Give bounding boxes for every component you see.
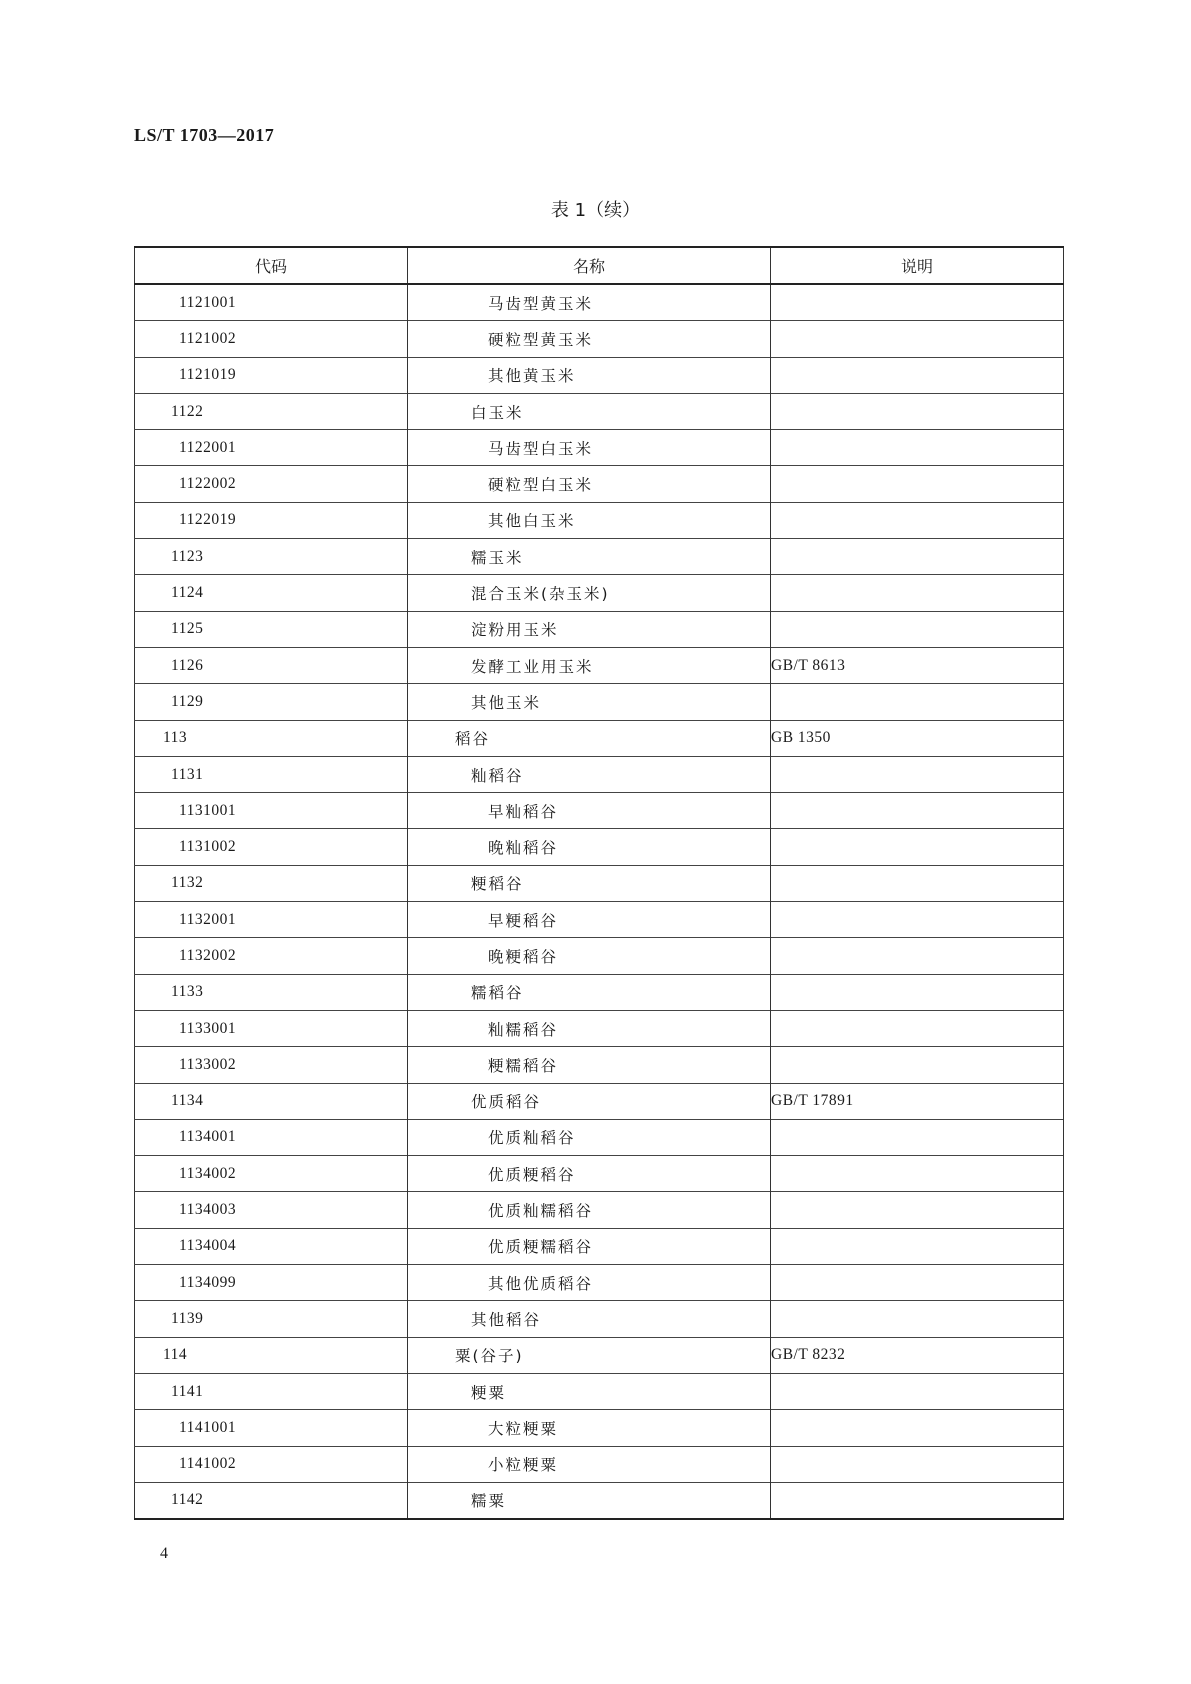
table-row — [135, 1373, 1064, 1409]
name-cell: 优质稻谷 — [408, 1083, 771, 1119]
note-cell: GB/T 8232 — [771, 1337, 1064, 1373]
note-cell — [771, 756, 1064, 792]
code-cell: 113 — [135, 720, 408, 756]
note-cell — [771, 575, 1064, 611]
note-cell — [771, 1301, 1064, 1337]
standard-code: LS/T 1703—2017 — [134, 125, 275, 145]
table-row — [135, 575, 1064, 611]
note-cell — [771, 321, 1064, 357]
name-cell: 优质粳糯稻谷 — [408, 1228, 771, 1264]
name-cell: 优质粳稻谷 — [408, 1156, 771, 1192]
note-cell — [771, 1010, 1064, 1046]
table-row — [135, 1010, 1064, 1046]
table-row — [135, 1047, 1064, 1083]
table-row — [135, 1083, 1064, 1119]
column-header-name: 名称 — [408, 247, 771, 284]
note-cell — [771, 829, 1064, 865]
note-cell: GB 1350 — [771, 720, 1064, 756]
code-cell: 1133 — [135, 974, 408, 1010]
note-cell — [771, 1228, 1064, 1264]
note-cell — [771, 430, 1064, 466]
code-cell: 1139 — [135, 1301, 408, 1337]
name-cell: 籼稻谷 — [408, 756, 771, 792]
note-cell — [771, 1410, 1064, 1446]
table-row — [135, 720, 1064, 756]
table-row — [135, 793, 1064, 829]
code-cell: 1125 — [135, 611, 408, 647]
note-cell — [771, 1446, 1064, 1482]
page-number: 4 — [160, 1545, 168, 1562]
column-header-code: 代码 — [135, 247, 408, 284]
code-cell: 1132 — [135, 865, 408, 901]
code-cell: 1131001 — [135, 793, 408, 829]
note-cell — [771, 502, 1064, 538]
name-cell: 其他稻谷 — [408, 1301, 771, 1337]
note-cell — [771, 865, 1064, 901]
name-cell: 其他黄玉米 — [408, 357, 771, 393]
code-cell: 114 — [135, 1337, 408, 1373]
code-cell: 1131002 — [135, 829, 408, 865]
note-cell — [771, 1119, 1064, 1155]
code-cell: 1134004 — [135, 1228, 408, 1264]
table-body — [135, 284, 1064, 1519]
table-header-row — [135, 247, 1064, 284]
table-row — [135, 611, 1064, 647]
code-cell: 1132001 — [135, 902, 408, 938]
table-row — [135, 502, 1064, 538]
table-row — [135, 684, 1064, 720]
code-cell: 1121001 — [135, 284, 408, 321]
name-cell: 粟(谷子) — [408, 1337, 771, 1373]
code-cell: 1122 — [135, 393, 408, 429]
name-cell: 发酵工业用玉米 — [408, 647, 771, 683]
name-cell: 其他玉米 — [408, 684, 771, 720]
name-cell: 优质籼稻谷 — [408, 1119, 771, 1155]
code-cell: 1131 — [135, 756, 408, 792]
name-cell: 淀粉用玉米 — [408, 611, 771, 647]
table-row — [135, 1119, 1064, 1155]
code-cell: 1134099 — [135, 1265, 408, 1301]
code-cell: 1134002 — [135, 1156, 408, 1192]
name-cell: 籼糯稻谷 — [408, 1010, 771, 1046]
name-cell: 大粒粳粟 — [408, 1410, 771, 1446]
code-cell: 1141001 — [135, 1410, 408, 1446]
name-cell: 早籼稻谷 — [408, 793, 771, 829]
note-cell — [771, 974, 1064, 1010]
name-cell: 硬粒型黄玉米 — [408, 321, 771, 357]
note-cell — [771, 793, 1064, 829]
code-cell: 1134003 — [135, 1192, 408, 1228]
table-row — [135, 756, 1064, 792]
table-row — [135, 1337, 1064, 1373]
code-cell: 1141002 — [135, 1446, 408, 1482]
name-cell: 优质籼糯稻谷 — [408, 1192, 771, 1228]
code-cell: 1142 — [135, 1482, 408, 1519]
table-row — [135, 466, 1064, 502]
classification-table — [134, 246, 1064, 1520]
table-row — [135, 539, 1064, 575]
table-row — [135, 1192, 1064, 1228]
table-row — [135, 938, 1064, 974]
name-cell: 糯稻谷 — [408, 974, 771, 1010]
code-cell: 1141 — [135, 1373, 408, 1409]
code-cell: 1134001 — [135, 1119, 408, 1155]
code-cell: 1134 — [135, 1083, 408, 1119]
name-cell: 混合玉米(杂玉米) — [408, 575, 771, 611]
name-cell: 白玉米 — [408, 393, 771, 429]
note-cell: GB/T 17891 — [771, 1083, 1064, 1119]
note-cell — [771, 684, 1064, 720]
note-cell — [771, 466, 1064, 502]
code-cell: 1133001 — [135, 1010, 408, 1046]
column-header-note: 说明 — [771, 247, 1064, 284]
table-row — [135, 974, 1064, 1010]
table-row — [135, 1301, 1064, 1337]
table-row — [135, 393, 1064, 429]
table-row — [135, 1446, 1064, 1482]
note-cell — [771, 357, 1064, 393]
name-cell: 糯粟 — [408, 1482, 771, 1519]
table-title: 表 1（续） — [550, 200, 641, 221]
code-cell: 1123 — [135, 539, 408, 575]
note-cell: GB/T 8613 — [771, 647, 1064, 683]
name-cell: 晚籼稻谷 — [408, 829, 771, 865]
note-cell — [771, 902, 1064, 938]
code-cell: 1124 — [135, 575, 408, 611]
table-row — [135, 1265, 1064, 1301]
table-row — [135, 902, 1064, 938]
code-cell: 1121002 — [135, 321, 408, 357]
table-row — [135, 1410, 1064, 1446]
name-cell: 其他白玉米 — [408, 502, 771, 538]
name-cell: 马齿型白玉米 — [408, 430, 771, 466]
table-row — [135, 1156, 1064, 1192]
name-cell: 早粳稻谷 — [408, 902, 771, 938]
code-cell: 1133002 — [135, 1047, 408, 1083]
name-cell: 小粒粳粟 — [408, 1446, 771, 1482]
note-cell — [771, 938, 1064, 974]
name-cell: 硬粒型白玉米 — [408, 466, 771, 502]
note-cell — [771, 393, 1064, 429]
table-row — [135, 284, 1064, 321]
note-cell — [771, 1156, 1064, 1192]
table-row — [135, 430, 1064, 466]
note-cell — [771, 1373, 1064, 1409]
code-cell: 1126 — [135, 647, 408, 683]
note-cell — [771, 1047, 1064, 1083]
table-row — [135, 865, 1064, 901]
note-cell — [771, 1192, 1064, 1228]
table-row — [135, 321, 1064, 357]
code-cell: 1122019 — [135, 502, 408, 538]
name-cell: 马齿型黄玉米 — [408, 284, 771, 321]
name-cell: 粳稻谷 — [408, 865, 771, 901]
note-cell — [771, 1482, 1064, 1519]
code-cell: 1122002 — [135, 466, 408, 502]
code-cell: 1122001 — [135, 430, 408, 466]
code-cell: 1121019 — [135, 357, 408, 393]
name-cell: 稻谷 — [408, 720, 771, 756]
name-cell: 晚粳稻谷 — [408, 938, 771, 974]
table-row — [135, 829, 1064, 865]
name-cell: 糯玉米 — [408, 539, 771, 575]
code-cell: 1129 — [135, 684, 408, 720]
table-row — [135, 357, 1064, 393]
name-cell: 粳粟 — [408, 1373, 771, 1409]
name-cell: 粳糯稻谷 — [408, 1047, 771, 1083]
table-row — [135, 1228, 1064, 1264]
table-row — [135, 647, 1064, 683]
table-row — [135, 1482, 1064, 1519]
note-cell — [771, 1265, 1064, 1301]
code-cell: 1132002 — [135, 938, 408, 974]
note-cell — [771, 284, 1064, 321]
note-cell — [771, 611, 1064, 647]
name-cell: 其他优质稻谷 — [408, 1265, 771, 1301]
note-cell — [771, 539, 1064, 575]
